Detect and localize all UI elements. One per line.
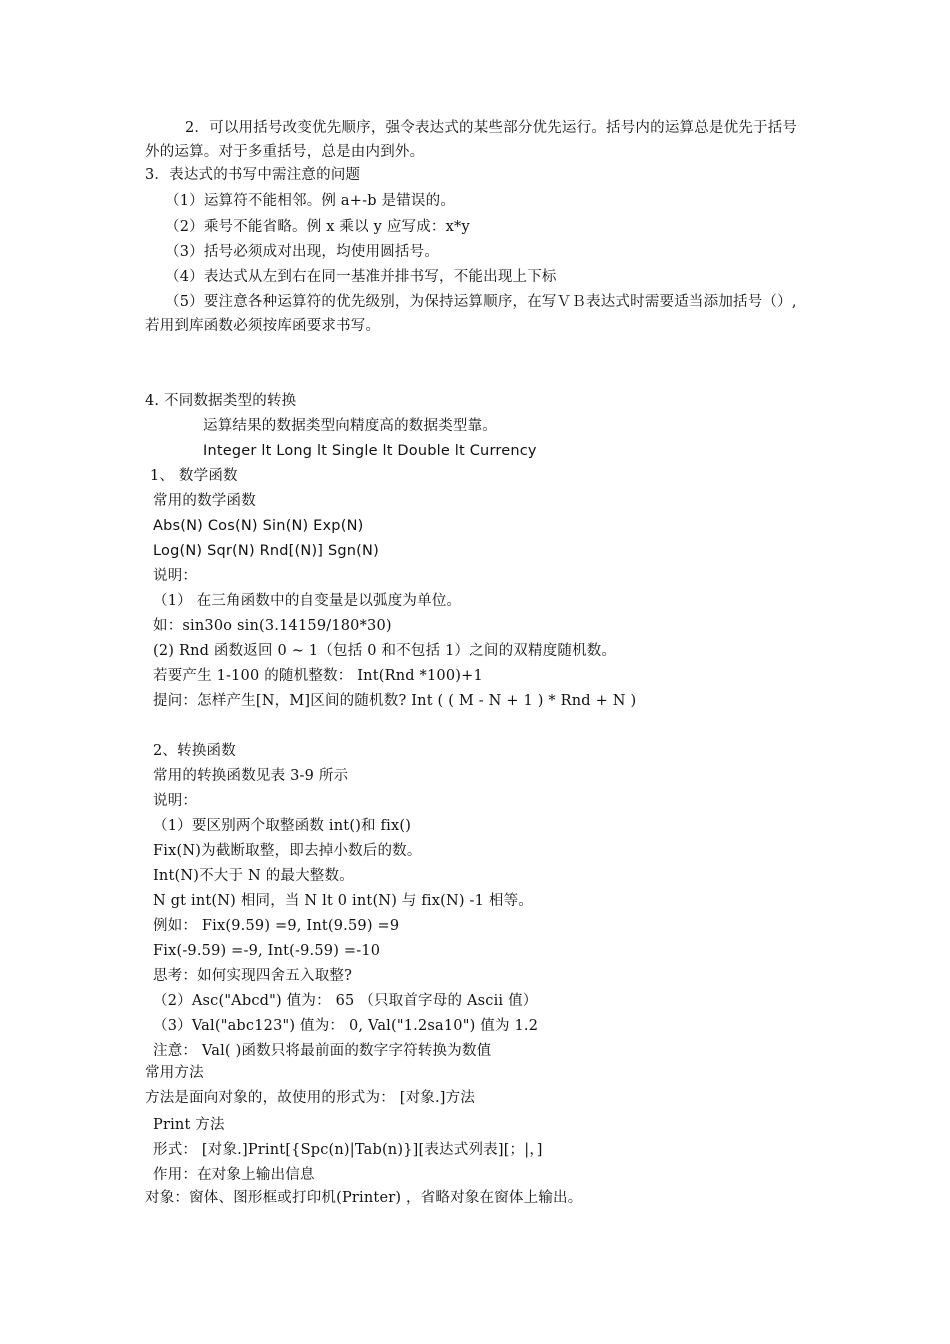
heading-expression-notes: 3．表达式的书写中需注意的问题 (145, 167, 361, 183)
random-integer-example: 若要产生 1-100 的随机整数： Int(Rnd *100)+1 (153, 668, 483, 684)
note-item-1: （1）运算符不能相邻。例 a+-b 是错误的。 (165, 193, 456, 209)
explanation-label: 说明： (153, 568, 198, 584)
asc-example: （2）Asc("Abcd") 值为： 65 （只取首字母的 Ascii 值） (153, 993, 538, 1009)
val-note: 注意： Val( )函数只将最前面的数字字符转换为数值 (153, 1043, 492, 1059)
method-usage-form: 方法是面向对象的，故使用的形式为： [对象.]方法 (145, 1090, 476, 1106)
int-description: Int(N)不大于 N 的最大整数。 (153, 868, 354, 884)
note-item-4: （4）表达式从左到右在同一基准并排书写，不能出现上下标 (165, 269, 557, 285)
note-item-5: （5）要注意各种运算符的优先级别，为保持运算顺序，在写ＶＢ表达式时需要适当添加括号（）,若用到库函数必须按库函要求书写。 (145, 294, 797, 334)
int-fix-comparison: N gt int(N) 相同，当 N lt 0 int(N) 与 fix(N) -1 相等。 (153, 893, 533, 909)
random-range-question: 提问：怎样产生[N，M]区间的随机数? Int ( ( M - N + 1 ) * Rnd + N ) (153, 693, 637, 709)
explanation-label-2: 说明： (153, 793, 198, 809)
common-math-functions: 常用的数学函数 (153, 493, 256, 509)
heading-conversion-functions: 2、转换函数 (153, 743, 236, 759)
heading-common-methods: 常用方法 (145, 1065, 204, 1081)
rnd-description: (2) Rnd 函数返回 0 ~ 1（包括 0 和不包括 1）之间的双精度随机数。 (153, 643, 617, 659)
int-fix-note: （1）要区别两个取整函数 int()和 fix() (153, 818, 412, 834)
heading-math-functions: 1、 数学函数 (150, 468, 238, 484)
conversion-table-reference: 常用的转换函数见表 3-9 所示 (153, 768, 349, 784)
sin-example: 如：sin30o sin(3.14159/180*30) (153, 618, 392, 634)
print-target-objects: 对象：窗体、图形框或打印机(Printer) ，省略对象在窗体上输出。 (145, 1190, 583, 1206)
val-example: （3）Val("abc123") 值为： 0, Val("1.2sa10") 值为 1.2 (153, 1018, 539, 1034)
type-conversion-rule: 运算结果的数据类型向精度高的数据类型靠。 (203, 418, 497, 434)
fix-int-example-negative: Fix(-9.59) =-9, Int(-9.59) =-10 (153, 943, 381, 959)
rounding-question: 思考：如何实现四舍五入取整? (153, 968, 353, 984)
math-functions-row-2: Log(N) Sqr(N) Rnd[(N)] Sgn(N) (153, 543, 379, 559)
type-precision-order: Integer lt Long lt Single lt Double lt Currency (203, 443, 537, 459)
print-method-heading: Print 方法 (153, 1117, 225, 1133)
note-item-2: （2）乘号不能省略。例 x 乘以 y 应写成：x*y (165, 219, 470, 235)
print-syntax: 形式： [对象.]Print[{Spc(n)|Tab(n)}][表达式列表][；|，] (153, 1142, 543, 1158)
print-purpose: 作用：在对象上输出信息 (153, 1167, 315, 1183)
trig-radians-note: （1） 在三角函数中的自变量是以弧度为单位。 (153, 593, 462, 609)
fix-description: Fix(N)为截断取整，即去掉小数后的数。 (153, 843, 422, 859)
note-item-3: （3）括号必须成对出现，均使用圆括号。 (165, 244, 440, 260)
math-functions-row-1: Abs(N) Cos(N) Sin(N) Exp(N) (153, 518, 364, 534)
fix-int-example-positive: 例如： Fix(9.59) =9, Int(9.59) =9 (153, 918, 400, 934)
paragraph-precedence-parentheses: 2．可以用括号改变优先顺序，强令表达式的某些部分优先运行。括号内的运算总是优先于括号外的运算。对于多重括号，总是由内到外。 (145, 120, 798, 160)
heading-type-conversion: 4. 不同数据类型的转换 (145, 393, 297, 409)
